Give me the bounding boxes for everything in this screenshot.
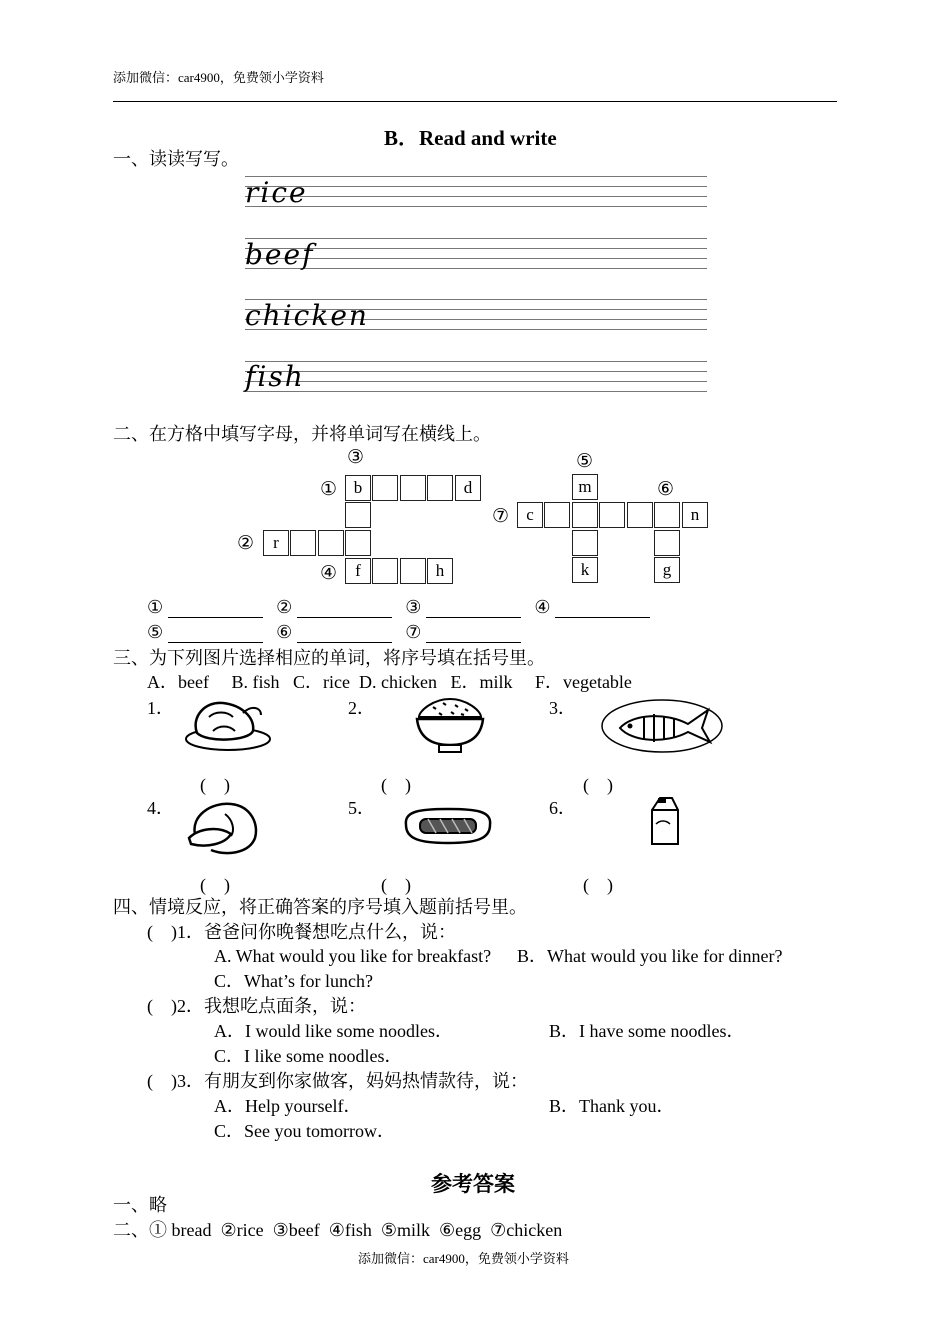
answer-paren[interactable]: ( ) bbox=[381, 875, 411, 895]
writing-lines-1 bbox=[245, 176, 707, 216]
section1-heading: 一、读读写写。 bbox=[113, 149, 239, 169]
fish-plate-icon bbox=[600, 696, 725, 754]
grid-cell[interactable]: f bbox=[345, 558, 371, 584]
script-word-fish: fish bbox=[245, 360, 305, 393]
grid-cell[interactable] bbox=[372, 558, 398, 584]
item-label: 4． bbox=[147, 798, 174, 818]
grid-cell[interactable] bbox=[627, 502, 653, 528]
clue-number-2: ② bbox=[237, 533, 255, 554]
answer-blank[interactable] bbox=[297, 599, 392, 618]
grid-cell[interactable]: g bbox=[654, 557, 680, 583]
milk-carton-icon bbox=[646, 794, 682, 848]
clue-number-3: ③ bbox=[347, 447, 365, 468]
answer-paren[interactable]: ( ) bbox=[200, 875, 230, 895]
grid-cell[interactable]: k bbox=[572, 557, 598, 583]
q3-option-c: C．See you tomorrow． bbox=[214, 1121, 395, 1141]
header-text: 添加微信：car4900，免费领小学资料 bbox=[113, 70, 324, 85]
grid-cell[interactable] bbox=[400, 558, 426, 584]
blank-label: ③ bbox=[405, 597, 422, 617]
rice-bowl-icon bbox=[413, 693, 488, 758]
answers-line-1: 一、略 bbox=[113, 1195, 167, 1215]
clue-number-5: ⑤ bbox=[576, 451, 594, 472]
answer-blank[interactable] bbox=[297, 624, 392, 643]
item-label: 3． bbox=[549, 698, 576, 718]
grid-cell[interactable] bbox=[572, 502, 598, 528]
blank-label: ⑥ bbox=[276, 622, 293, 642]
roast-chicken-icon bbox=[183, 695, 273, 753]
answer-blanks-row1 bbox=[147, 596, 650, 618]
blank-label: ① bbox=[147, 597, 164, 617]
vegetable-icon bbox=[185, 800, 263, 858]
grid-cell[interactable]: d bbox=[455, 475, 481, 501]
blank-label: ⑤ bbox=[147, 622, 164, 642]
answer-paren[interactable]: ( ) bbox=[200, 775, 230, 795]
grid-cell[interactable] bbox=[544, 502, 570, 528]
script-word-chicken: chicken bbox=[245, 299, 369, 332]
q3-option-a: A．Help yourself． bbox=[214, 1096, 362, 1116]
grid-cell[interactable] bbox=[372, 475, 398, 501]
answer-blanks-row2 bbox=[147, 621, 521, 643]
section3-heading: 三、为下列图片选择相应的单词，将序号填在括号里。 bbox=[113, 648, 545, 668]
clue-number-6: ⑥ bbox=[657, 479, 675, 500]
clue-number-4: ④ bbox=[320, 563, 338, 584]
blank-label: ⑦ bbox=[405, 622, 422, 642]
blank-label: ② bbox=[276, 597, 293, 617]
item-label: 1． bbox=[147, 698, 174, 718]
grid-cell[interactable] bbox=[400, 475, 426, 501]
answer-paren[interactable]: ( ) bbox=[381, 775, 411, 795]
grid-cell[interactable]: m bbox=[572, 474, 598, 500]
grid-cell[interactable]: c bbox=[517, 502, 543, 528]
grid-cell[interactable] bbox=[572, 530, 598, 556]
option-fish: B. fish bbox=[231, 672, 280, 692]
grid-cell[interactable] bbox=[427, 475, 453, 501]
item-label: 6． bbox=[549, 798, 576, 818]
footer-text: 添加微信：car4900，免费领小学资料 bbox=[358, 1251, 569, 1266]
section3-options bbox=[147, 671, 632, 693]
option-beef: A．beef bbox=[147, 672, 209, 692]
answers-title: 参考答案 bbox=[431, 1172, 515, 1196]
grid-cell[interactable]: n bbox=[682, 502, 708, 528]
question-1-stem: ( )1．爸爸问你晚餐想吃点什么，说： bbox=[147, 922, 456, 942]
q2-option-c: C．I like some noodles． bbox=[214, 1046, 403, 1066]
grid-cell[interactable] bbox=[290, 530, 316, 556]
option-chicken: D. chicken bbox=[358, 672, 437, 692]
answer-paren[interactable]: ( ) bbox=[583, 875, 613, 895]
grid-cell[interactable]: h bbox=[427, 558, 453, 584]
section4-heading: 四、情境反应，将正确答案的序号填入题前括号里。 bbox=[113, 897, 527, 917]
section2-heading: 二、在方格中填写字母，并将单词写在横线上。 bbox=[113, 424, 491, 444]
clue-number-7: ⑦ bbox=[492, 506, 510, 527]
q3-option-b: B．Thank you． bbox=[549, 1096, 675, 1116]
answers-line-2: 二、① bread ②rice ③beef ④fish ⑤milk ⑥egg ⑦chicken bbox=[113, 1220, 563, 1240]
option-vegetable: F．vegetable bbox=[534, 672, 632, 692]
answer-blank[interactable] bbox=[426, 599, 521, 618]
script-word-rice: rice bbox=[245, 176, 308, 209]
question-2-stem: ( )2．我想吃点面条，说： bbox=[147, 996, 366, 1016]
grid-cell[interactable] bbox=[345, 530, 371, 556]
q1-option-b: B．What would you like for dinner? bbox=[517, 946, 783, 966]
script-word-beef: beef bbox=[245, 238, 315, 271]
clue-number-1: ① bbox=[320, 479, 338, 500]
grid-cell[interactable] bbox=[654, 530, 680, 556]
answer-blank[interactable] bbox=[168, 624, 263, 643]
item-label: 5． bbox=[348, 798, 375, 818]
header-rule bbox=[113, 101, 837, 102]
writing-lines-4 bbox=[245, 361, 707, 401]
blank-label: ④ bbox=[534, 597, 551, 617]
q1-option-a: A. What would you like for breakfast? bbox=[214, 946, 492, 966]
grid-cell[interactable] bbox=[654, 502, 680, 528]
answer-blank[interactable] bbox=[426, 624, 521, 643]
grid-cell[interactable]: r bbox=[263, 530, 289, 556]
grid-cell[interactable]: b bbox=[345, 475, 371, 501]
question-3-stem: ( )3．有朋友到你家做客，妈妈热情款待，说： bbox=[147, 1071, 528, 1091]
answer-blank[interactable] bbox=[555, 599, 650, 618]
option-rice: C．rice bbox=[293, 672, 350, 692]
grid-cell[interactable] bbox=[318, 530, 344, 556]
grid-cell[interactable] bbox=[599, 502, 625, 528]
item-label: 2． bbox=[348, 698, 375, 718]
grid-cell[interactable] bbox=[345, 502, 371, 528]
page-title: B．Read and write bbox=[384, 126, 557, 150]
q2-option-a: A．I would like some noodles． bbox=[214, 1021, 453, 1041]
answer-paren[interactable]: ( ) bbox=[583, 775, 613, 795]
q1-option-c: C．What’s for lunch? bbox=[214, 971, 373, 991]
answer-blank[interactable] bbox=[168, 599, 263, 618]
q2-option-b: B．I have some noodles． bbox=[549, 1021, 745, 1041]
option-milk: E．milk bbox=[450, 672, 513, 692]
beef-plate-icon bbox=[400, 805, 495, 847]
